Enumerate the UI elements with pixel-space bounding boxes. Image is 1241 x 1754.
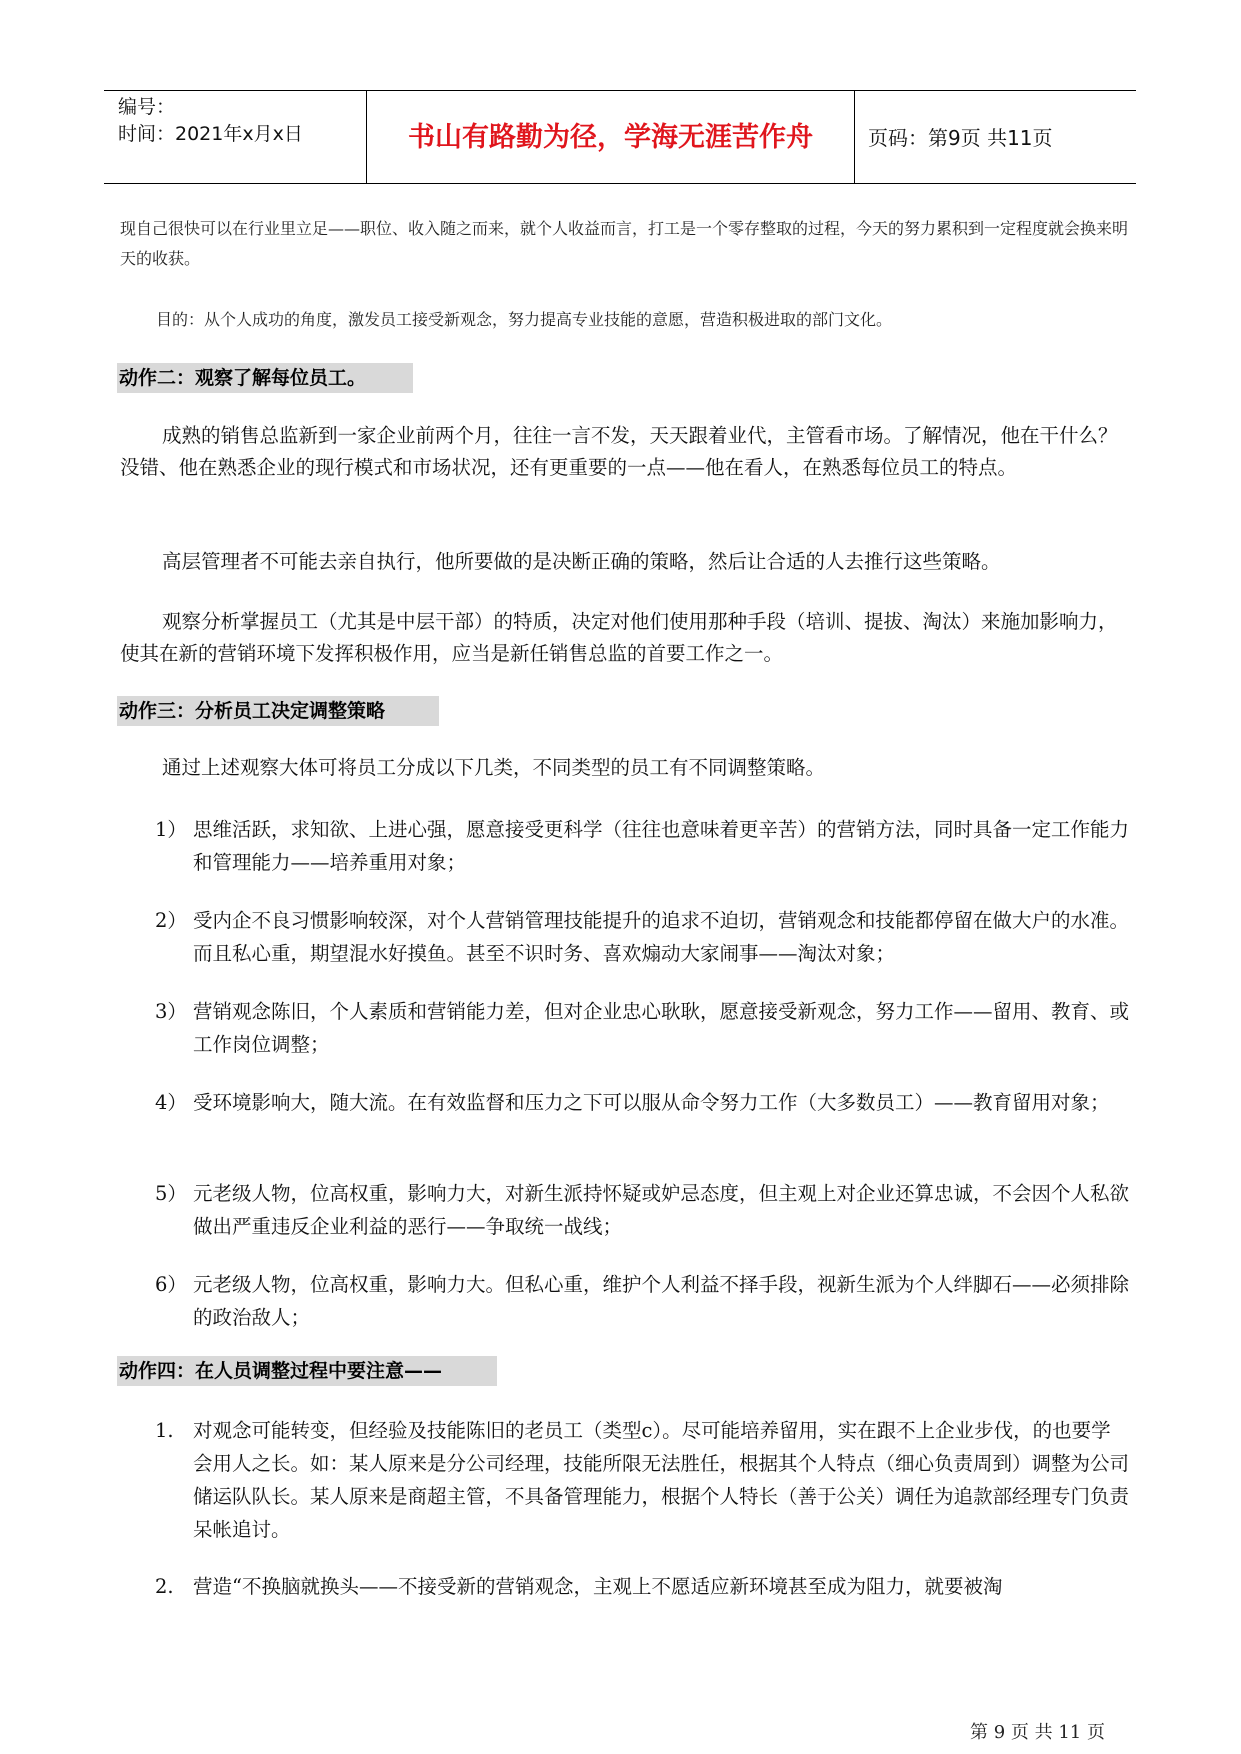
list-text: 元老级人物，位高权重，影响力大，对新生派持怀疑或妒忌态度，但主观上对企业还算忠诚，不会因个人私欲做出严重违反企业利益的恶行——争取统一战线； <box>193 1182 1130 1238</box>
list-item <box>155 1177 1130 1243</box>
list-text: 营销观念陈旧，个人素质和营销能力差，但对企业忠心耿耿，愿意接受新观念，努力工作——留用、教育、或工作岗位调整； <box>193 1000 1130 1056</box>
list-number: 2. <box>155 1575 174 1598</box>
header-divider <box>854 91 855 183</box>
list-text: 对观念可能转变，但经验及技能陈旧的老员工（类型c）。尽可能培养留用，实在跟不上企业步伐，的也要学会用人之长。如：某人原来是分公司经理，技能所限无法胜任，根据其个人特点（细心负责周到）调整为公司储运队队长。某人原来是商超主管，不具备管理能力，根据个人特长（善于公关）调任为追款部经理专门负责呆帐追讨。 <box>193 1419 1130 1541</box>
list-number: 2） <box>155 909 187 932</box>
list-number: 1） <box>155 818 187 841</box>
list-item <box>155 1570 1130 1603</box>
list-text: 受内企不良习惯影响较深，对个人营销管理技能提升的追求不迫切，营销观念和技能都停留在做大户的水准。而且私心重，期望混水好摸鱼。甚至不识时务、喜欢煽动大家闹事——淘汰对象； <box>193 909 1130 965</box>
list-number: 4） <box>155 1091 187 1114</box>
section-heading-4: 动作四：在人员调整过程中要注意—— <box>117 1356 497 1386</box>
list-number: 5） <box>155 1182 187 1205</box>
paragraph: 通过上述观察大体可将员工分成以下几类，不同类型的员工有不同调整策略。 <box>162 756 826 779</box>
page-footer: 第 9 页 共 11 页 <box>970 1722 1105 1743</box>
purpose-paragraph: 目的：从个人成功的角度，激发员工接受新观念，努力提高专业技能的意愿，营造积极进取的部门文化。 <box>156 310 893 329</box>
section-heading-3: 动作三：分析员工决定调整策略 <box>117 696 439 726</box>
list-number: 1. <box>155 1419 174 1442</box>
intro-paragraph: 现自己很快可以在行业里立足——职位、收入随之而来，就个人收益而言，打工是一个零存整取的过程，今天的努力累积到一定程度就会换来明天的收获。 <box>120 219 1129 268</box>
section-heading-2: 动作二：观察了解每位员工。 <box>117 363 413 393</box>
list-item <box>155 1086 1130 1119</box>
list-text: 元老级人物，位高权重，影响力大。但私心重，维护个人利益不择手段，视新生派为个人绊脚石——必须排除的政治敌人； <box>193 1273 1130 1329</box>
header-page-info: 页码：第9页 共11页 <box>868 126 1053 150</box>
list-number: 3） <box>155 1000 187 1023</box>
list-text: 受环境影响大，随大流。在有效监督和压力之下可以服从命令努力工作（大多数员工）——教育留用对象； <box>193 1091 1110 1114</box>
list-item <box>155 1268 1130 1334</box>
paragraph: 观察分析掌握员工（尤其是中层干部）的特质，决定对他们使用那种手段（培训、提拔、淘汰）来施加影响力，使其在新的营销环境下发挥积极作用，应当是新任销售总监的首要工作之一。 <box>120 610 1118 665</box>
paragraph: 高层管理者不可能去亲自执行，他所要做的是决断正确的策略，然后让合适的人去推行这些策略。 <box>162 550 1001 573</box>
list-item <box>155 904 1130 970</box>
list-item <box>155 1414 1130 1546</box>
list-item <box>155 813 1130 879</box>
serial-label: 编号： <box>118 96 176 118</box>
list-text: 营造“不换脑就换头——不接受新的营销观念，主观上不愿适应新环境甚至成为阻力，就要被淘 <box>193 1575 1003 1598</box>
header-motto: 书山有路勤为径，学海无涯苦作舟 <box>408 122 813 153</box>
header-meta <box>118 91 368 183</box>
page-header <box>104 90 1136 184</box>
time-label: 时间：2021年x月x日 <box>118 123 303 145</box>
list-item <box>155 995 1130 1061</box>
list-text: 思维活跃，求知欲、上进心强，愿意接受更科学（往往也意味着更辛苦）的营销方法，同时具备一定工作能力和管理能力——培养重用对象； <box>193 818 1130 874</box>
list-number: 6） <box>155 1273 187 1296</box>
paragraph: 成熟的销售总监新到一家企业前两个月，往往一言不发，天天跟着业代，主管看市场。了解情况，他在干什么？没错、他在熟悉企业的现行模式和市场状况，还有更重要的一点——他在看人，在熟悉每位员工的特点。 <box>120 424 1118 479</box>
